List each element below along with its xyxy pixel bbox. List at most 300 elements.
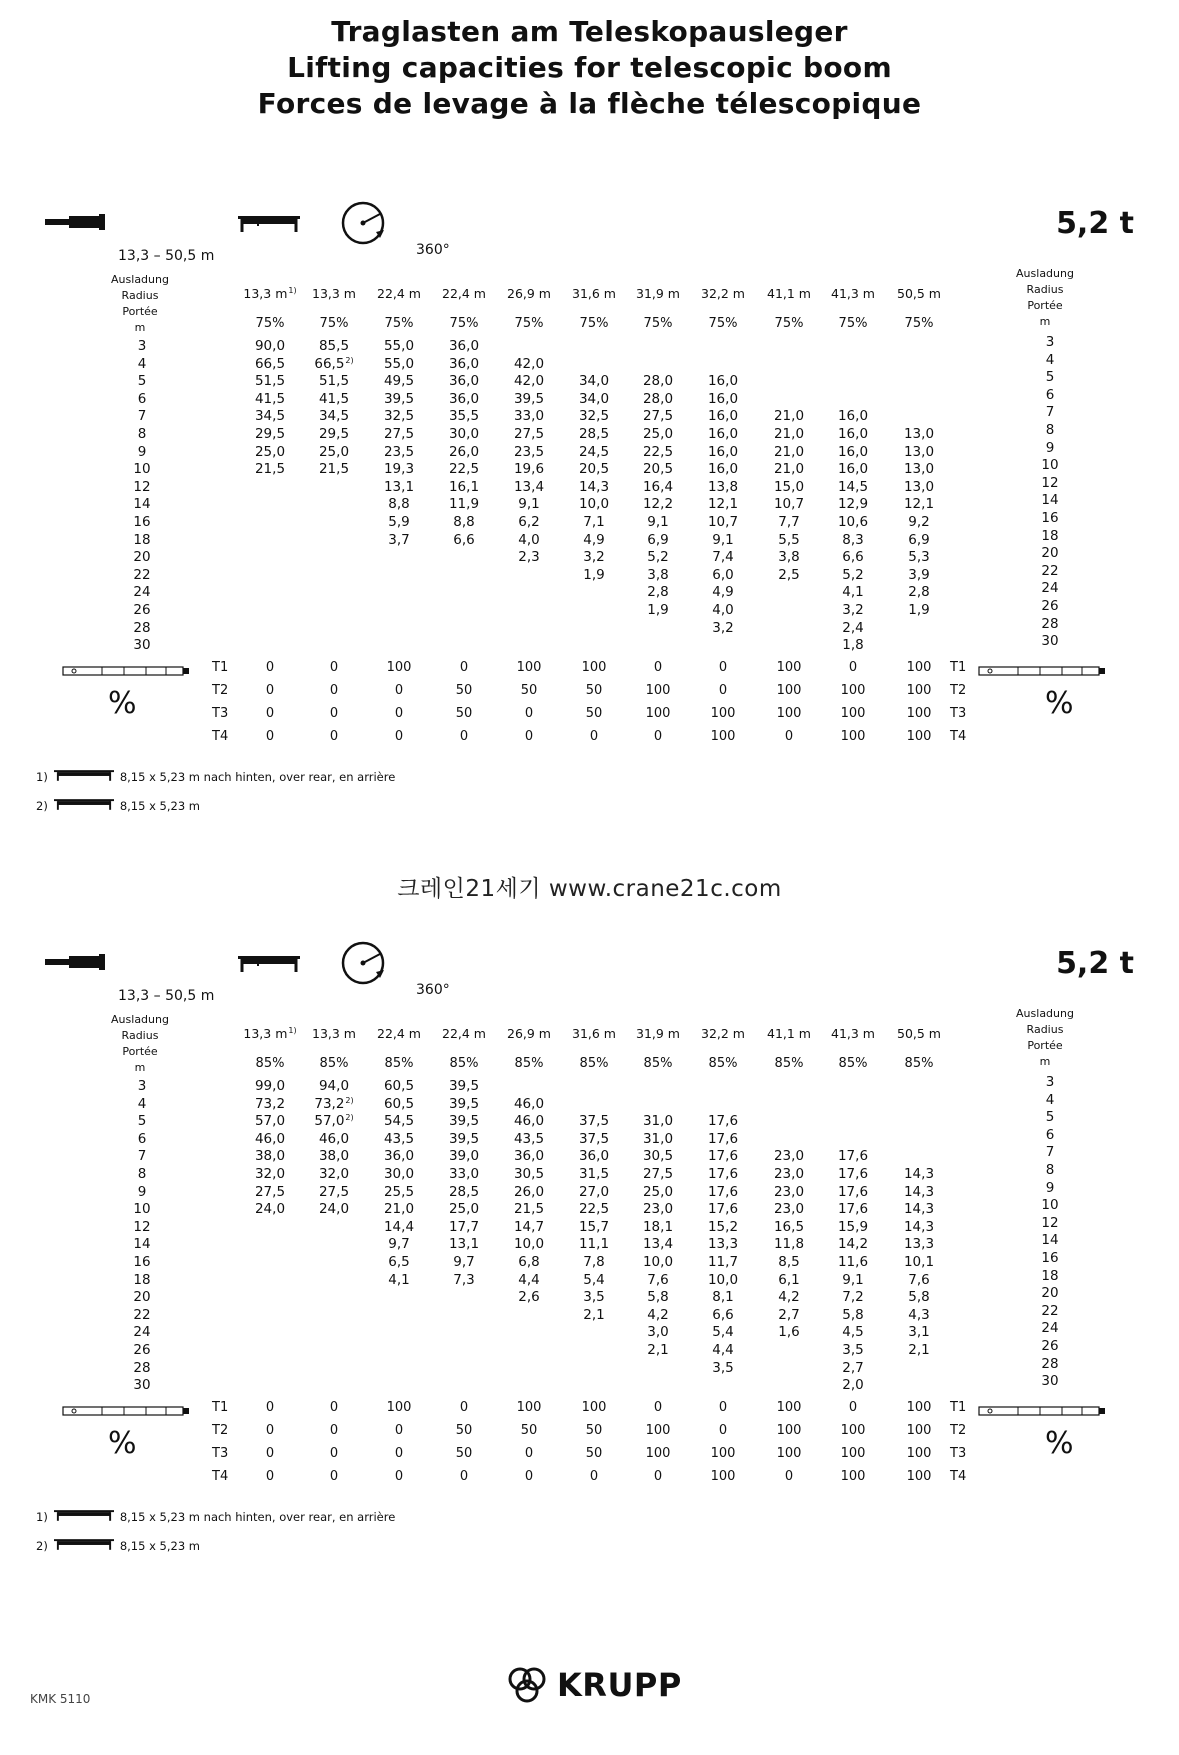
- capacity-cell: [562, 1166, 626, 1182]
- capacity-cell: [367, 338, 431, 354]
- telescope-value: 100: [645, 1446, 671, 1461]
- capacity-value: 3,9: [908, 566, 930, 583]
- telescope-value: 50: [520, 1423, 538, 1438]
- capacity-cell: [238, 338, 302, 354]
- capacity-cell: [887, 549, 951, 565]
- stability-percent: 75%: [838, 316, 868, 331]
- capacity-cell: [691, 496, 755, 512]
- capacity-value: 29,5: [254, 426, 286, 442]
- capacity-cell: [432, 461, 496, 477]
- radius-value-right: 7: [1045, 1144, 1055, 1161]
- capacity-cell: [691, 426, 755, 442]
- capacity-value: 16,0: [837, 408, 869, 425]
- footnote-text: 8,15 x 5,23 m: [119, 1538, 200, 1553]
- capacity-cell: [821, 1307, 885, 1323]
- capacity-value: 34,0: [578, 373, 610, 390]
- boom-length-header: [302, 1026, 366, 1041]
- capacity-value: 2,1: [647, 1342, 669, 1358]
- telescope-value: 50: [455, 1423, 473, 1438]
- capacity-cell: [562, 461, 626, 477]
- capacity-cell: [626, 373, 690, 389]
- telescope-label-left: T1: [212, 660, 229, 675]
- boom-length-text: 13,3 m: [243, 1026, 288, 1041]
- capacity-value: 4,2: [778, 1289, 800, 1306]
- radius-value-right: 18: [1041, 527, 1059, 544]
- telescope-value: 0: [329, 660, 339, 675]
- capacity-value: 2,8: [647, 584, 669, 601]
- capacity-cell: [887, 532, 951, 548]
- capacity-cell: [367, 1219, 431, 1235]
- capacity-cell: [367, 514, 431, 530]
- telescope-value: 100: [906, 1400, 932, 1415]
- capacity-cell: [821, 532, 885, 548]
- boom-length-text: 50,5 m: [897, 1026, 941, 1041]
- capacity-value: 10,0: [642, 1254, 674, 1270]
- boom-length-header: [691, 1026, 755, 1041]
- capacity-value: 36,0: [383, 1148, 415, 1165]
- capacity-cell: [626, 1219, 690, 1235]
- telescope-value: 0: [329, 1469, 339, 1484]
- capacity-value: 43,5: [383, 1130, 415, 1147]
- stability-percent: 85%: [579, 1056, 609, 1071]
- capacity-cell: [367, 1272, 431, 1288]
- capacity-cell: [432, 496, 496, 512]
- telescope-value: 0: [784, 729, 794, 744]
- capacity-cell: [887, 1201, 951, 1217]
- capacity-value: 4,1: [842, 584, 864, 601]
- stability-percent: 85%: [904, 1056, 934, 1071]
- capacity-cell: [562, 1131, 626, 1147]
- capacity-value: 21,0: [773, 408, 805, 425]
- capacity-value: 13,4: [642, 1236, 674, 1253]
- percent-symbol-right: %: [1045, 1426, 1074, 1461]
- telescope-value: 0: [265, 660, 275, 675]
- capacity-cell: [691, 1148, 755, 1164]
- boom-length-header: [821, 1026, 885, 1041]
- boom-length-header: [626, 1026, 690, 1041]
- capacity-value: 8,1: [712, 1289, 734, 1306]
- capacity-cell: [497, 426, 561, 442]
- capacity-value: 14,5: [837, 478, 869, 495]
- capacity-cell: [562, 1113, 626, 1129]
- capacity-value: 36,0: [448, 338, 480, 354]
- capacity-cell: [821, 549, 885, 565]
- capacity-cell: [626, 1131, 690, 1147]
- radius-value-left: 16: [133, 1254, 151, 1270]
- radius-value-left: 5: [137, 373, 147, 390]
- capacity-value: 14,2: [837, 1236, 869, 1253]
- capacity-value: 12,1: [903, 496, 935, 513]
- radius-value-right: 10: [1041, 457, 1059, 474]
- capacity-cell: [432, 1131, 496, 1147]
- capacity-value: 11,6: [837, 1254, 869, 1270]
- boom-length-header: [757, 1026, 821, 1041]
- boom-length-footnote-ref: 1): [288, 1026, 297, 1035]
- capacity-cell: [367, 1148, 431, 1164]
- capacity-value: 6,2: [518, 514, 540, 530]
- capacity-value: 55,0: [383, 338, 415, 354]
- capacity-footnote-ref: 2): [345, 355, 354, 365]
- telescope-label-right: T1: [950, 660, 967, 675]
- capacity-value: 1,6: [778, 1324, 800, 1341]
- stability-percent: 75%: [904, 316, 934, 331]
- telescope-value: 100: [581, 1400, 607, 1415]
- telescope-value: 0: [394, 1423, 404, 1438]
- telescope-value: 100: [776, 1423, 802, 1438]
- capacity-cell: [238, 1096, 302, 1112]
- capacity-cell: [887, 461, 951, 477]
- radius-header-fr: Portée: [122, 305, 158, 318]
- telescope-value: 50: [455, 706, 473, 721]
- radius-value-right: 18: [1041, 1267, 1059, 1284]
- radius-value-right: 20: [1041, 1285, 1059, 1302]
- percent-symbol-left: %: [108, 1426, 137, 1461]
- capacity-value: 5,4: [712, 1324, 734, 1341]
- title-english: Lifting capacities for telescopic boom: [287, 51, 892, 84]
- capacity-cell: [497, 1272, 561, 1288]
- radius-value-left: 6: [137, 390, 147, 407]
- capacity-value: 28,0: [642, 373, 674, 390]
- telescope-value: 0: [265, 1446, 275, 1461]
- stability-percent: 85%: [384, 1056, 414, 1071]
- capacity-value: 6,8: [518, 1254, 540, 1270]
- capacity-cell: [367, 1166, 431, 1182]
- telescope-value: 50: [585, 1446, 603, 1461]
- capacity-value: 23,5: [383, 443, 415, 460]
- capacity-cell: [821, 1342, 885, 1358]
- krupp-logo: [505, 1665, 682, 1705]
- footnote-1: [36, 768, 395, 785]
- telescope-value: 0: [589, 729, 599, 744]
- radius-header-left: [95, 272, 185, 336]
- capacity-value: 5,8: [647, 1289, 669, 1306]
- capacity-cell: [367, 373, 431, 389]
- capacity-cell: [562, 567, 626, 583]
- telescopic-boom-icon: [45, 214, 107, 230]
- boom-length-text: 13,3 m: [312, 286, 356, 301]
- capacity-cell: [302, 391, 366, 407]
- capacity-value: 14,3: [903, 1183, 935, 1200]
- capacity-cell: [887, 426, 951, 442]
- capacity-value: 33,0: [448, 1166, 480, 1182]
- capacity-value: 10,0: [707, 1271, 739, 1288]
- capacity-cell: [757, 532, 821, 548]
- capacity-cell: [367, 532, 431, 548]
- boom-length-header: [887, 1026, 951, 1041]
- capacity-value: 17,6: [707, 1130, 739, 1147]
- telescope-value: 0: [265, 729, 275, 744]
- capacity-cell: [821, 479, 885, 495]
- capacity-cell: [626, 1324, 690, 1340]
- radius-header-en: Radius: [1026, 1023, 1064, 1036]
- radius-value-right: 26: [1041, 598, 1059, 614]
- capacity-value: 10,0: [578, 496, 610, 513]
- capacity-cell: [691, 461, 755, 477]
- capacity-value: 39,5: [448, 1078, 480, 1094]
- telescope-section-icon-left: [62, 662, 190, 674]
- capacity-cell: [821, 444, 885, 460]
- telescope-value: 100: [710, 1446, 736, 1461]
- capacity-cell: [497, 391, 561, 407]
- capacity-value: 5,9: [388, 514, 410, 530]
- capacity-cell: [821, 1272, 885, 1288]
- capacity-value: 27,5: [642, 1166, 674, 1182]
- capacity-value: 5,2: [647, 549, 669, 566]
- capacity-cell: [821, 1377, 885, 1393]
- capacity-cell: [432, 514, 496, 530]
- boom-length-text: 32,2 m: [701, 1026, 745, 1041]
- capacity-cell: [821, 426, 885, 442]
- radius-header-de: Ausladung: [1016, 267, 1074, 280]
- telescope-value: 0: [329, 1400, 339, 1415]
- capacity-cell: [238, 1201, 302, 1217]
- telescope-value: 100: [516, 660, 542, 675]
- capacity-value: 3,5: [712, 1359, 734, 1376]
- capacity-value: 3,5: [842, 1342, 864, 1358]
- capacity-value: 16,0: [707, 461, 739, 478]
- boom-length-header: [432, 1026, 496, 1041]
- capacity-cell: [238, 1113, 302, 1129]
- capacity-value: 28,5: [578, 426, 610, 442]
- capacity-value: 9,2: [908, 514, 930, 530]
- stability-percent: 85%: [514, 1056, 544, 1071]
- capacity-cell: [821, 514, 885, 530]
- radius-value-right: 3: [1045, 1074, 1055, 1090]
- capacity-cell: [626, 1166, 690, 1182]
- capacity-cell: [367, 1078, 431, 1094]
- telescope-value: 0: [394, 1469, 404, 1484]
- boom-length-text: 50,5 m: [897, 286, 941, 301]
- capacity-cell: [626, 1272, 690, 1288]
- capacity-cell: [887, 444, 951, 460]
- capacity-value: 6,1: [778, 1271, 800, 1288]
- telescope-value: 0: [265, 1423, 275, 1438]
- outrigger-small-icon: [54, 768, 114, 785]
- capacity-cell: [238, 1078, 302, 1094]
- boom-length-text: 41,3 m: [831, 286, 875, 301]
- capacity-value: 4,0: [518, 531, 540, 548]
- telescope-value: 0: [653, 1469, 663, 1484]
- capacity-value: 37,5: [578, 1113, 610, 1130]
- radius-header-unit: m: [134, 321, 146, 334]
- telescope-value: 0: [653, 660, 663, 675]
- capacity-value: 11,9: [448, 496, 480, 513]
- capacity-value: 25,0: [448, 1201, 480, 1218]
- capacity-value: 5,5: [778, 531, 800, 548]
- capacity-footnote-ref: 2): [345, 1113, 354, 1123]
- telescope-value: 0: [653, 729, 663, 744]
- capacity-value: 5,8: [842, 1306, 864, 1323]
- capacity-value: 19,3: [383, 461, 415, 478]
- boom-range: 13,3 – 50,5 m: [118, 988, 215, 1004]
- telescope-value: 100: [645, 683, 671, 698]
- telescope-value: 0: [653, 1400, 663, 1415]
- telescope-value: 100: [906, 1469, 932, 1484]
- capacity-cell: [691, 1236, 755, 1252]
- capacity-cell: [757, 514, 821, 530]
- telescope-label-right: T3: [950, 706, 967, 721]
- capacity-value: 21,5: [513, 1201, 545, 1218]
- capacity-value: 8,8: [388, 496, 410, 513]
- capacity-value: 51,5: [318, 373, 350, 390]
- capacity-cell: [691, 1272, 755, 1288]
- capacity-value: 4,4: [518, 1271, 540, 1288]
- boom-length-text: 31,9 m: [636, 286, 680, 301]
- capacity-value: 6,9: [908, 531, 930, 548]
- telescope-value: 100: [840, 1423, 866, 1438]
- capacity-value: 15,2: [707, 1218, 739, 1235]
- capacity-value: 7,6: [647, 1271, 669, 1288]
- boom-length-header: [432, 286, 496, 301]
- radius-value-left: 20: [133, 549, 151, 566]
- capacity-cell: [626, 461, 690, 477]
- radius-value-right: 4: [1045, 1091, 1055, 1108]
- telescope-label-left: T3: [212, 706, 229, 721]
- capacity-value: 7,3: [453, 1271, 475, 1288]
- capacity-value: 5,4: [583, 1271, 605, 1288]
- telescope-value: 50: [520, 683, 538, 698]
- radius-value-left: 12: [133, 1218, 151, 1235]
- capacity-value: 3,1: [908, 1324, 930, 1341]
- slewing-range-icon: [340, 940, 386, 986]
- capacity-value: 17,6: [837, 1148, 869, 1165]
- capacity-cell: [691, 549, 755, 565]
- telescope-value: 0: [329, 1423, 339, 1438]
- boom-length-header: [562, 1026, 626, 1041]
- capacity-cell: [626, 408, 690, 424]
- capacity-value: 39,5: [448, 1095, 480, 1112]
- capacity-value: 6,0: [712, 566, 734, 583]
- radius-value-right: 3: [1045, 334, 1055, 350]
- capacity-cell: [562, 1184, 626, 1200]
- capacity-cell: [626, 549, 690, 565]
- radius-value-right: 7: [1045, 404, 1055, 421]
- capacity-cell: [432, 1201, 496, 1217]
- capacity-value: 36,0: [513, 1148, 545, 1165]
- boom-length-header: [302, 286, 366, 301]
- capacity-cell: [821, 1148, 885, 1164]
- capacity-value: 10,0: [513, 1236, 545, 1253]
- stability-percent: 75%: [319, 316, 349, 331]
- capacity-value: 39,5: [383, 390, 415, 407]
- radius-value-left: 6: [137, 1130, 147, 1147]
- capacity-cell: [497, 461, 561, 477]
- capacity-cell: [757, 1166, 821, 1182]
- capacity-value: 46,0: [318, 1130, 350, 1147]
- capacity-value: 41,5: [318, 390, 350, 407]
- capacity-cell: [626, 1342, 690, 1358]
- capacity-cell: [497, 496, 561, 512]
- telescope-value: 0: [459, 660, 469, 675]
- telescope-value: 100: [581, 660, 607, 675]
- footnote-text: 8,15 x 5,23 m: [119, 798, 200, 813]
- telescope-value: 100: [906, 660, 932, 675]
- radius-header-right: [1000, 1006, 1090, 1070]
- capacity-cell: [562, 373, 626, 389]
- telescope-label-right: T4: [950, 729, 967, 744]
- telescope-value: 0: [718, 660, 728, 675]
- capacity-value: 26,0: [513, 1183, 545, 1200]
- capacity-value: 13,3: [903, 1236, 935, 1253]
- capacity-value: 20,5: [642, 461, 674, 478]
- capacity-cell: [367, 496, 431, 512]
- capacity-cell: [887, 496, 951, 512]
- telescope-label-left: T4: [212, 729, 229, 744]
- telescope-value: 0: [784, 1469, 794, 1484]
- capacity-cell: [757, 1219, 821, 1235]
- percent-symbol-right: %: [1045, 686, 1074, 721]
- telescope-value: 100: [776, 660, 802, 675]
- capacity-cell: [757, 1324, 821, 1340]
- capacity-value: 2,7: [842, 1359, 864, 1376]
- telescope-label-left: T3: [212, 1446, 229, 1461]
- capacity-value: 5,3: [908, 549, 930, 566]
- stability-percent: 75%: [384, 316, 414, 331]
- slewing-range-icon: [340, 200, 386, 246]
- telescope-value: 0: [848, 1400, 858, 1415]
- capacity-value: 17,6: [707, 1148, 739, 1165]
- capacity-cell: [691, 1201, 755, 1217]
- capacity-cell: [757, 479, 821, 495]
- capacity-value: 10,7: [707, 514, 739, 530]
- capacity-value: 90,0: [254, 338, 286, 354]
- capacity-cell: [821, 1166, 885, 1182]
- load-chart-75-percent: [0, 200, 1179, 820]
- capacity-cell: [302, 1201, 366, 1217]
- boom-length-header: [626, 286, 690, 301]
- capacity-cell: [432, 426, 496, 442]
- capacity-cell: [367, 1113, 431, 1129]
- capacity-cell: [626, 1201, 690, 1217]
- capacity-cell: [626, 444, 690, 460]
- capacity-cell: [497, 1148, 561, 1164]
- boom-length-text: 22,4 m: [377, 1026, 421, 1041]
- boom-length-header: [238, 286, 302, 301]
- stability-percent: 75%: [449, 316, 479, 331]
- radius-header-en: Radius: [121, 289, 159, 302]
- capacity-value: 2,1: [908, 1342, 930, 1358]
- capacity-cell: [432, 391, 496, 407]
- capacity-cell: [887, 1254, 951, 1270]
- capacity-value: 5,8: [908, 1289, 930, 1306]
- capacity-value: 25,5: [383, 1183, 415, 1200]
- capacity-value: 3,8: [778, 549, 800, 566]
- radius-value-left: 26: [133, 1342, 151, 1358]
- capacity-cell: [497, 1236, 561, 1252]
- boom-length-text: 13,3 m: [243, 286, 288, 301]
- capacity-value: 55,0: [383, 355, 415, 372]
- capacity-value: 57,0: [254, 1113, 286, 1130]
- capacity-value: 13,1: [383, 478, 415, 495]
- radius-header-en: Radius: [1026, 283, 1064, 296]
- capacity-value: 73,2: [254, 1095, 286, 1112]
- telescopic-boom-icon: [45, 954, 107, 970]
- capacity-value: 7,7: [778, 514, 800, 530]
- capacity-value: 60,5: [383, 1078, 415, 1094]
- radius-value-right: 24: [1041, 1320, 1059, 1337]
- boom-length-header: [887, 286, 951, 301]
- capacity-cell: [691, 1166, 755, 1182]
- telescope-value: 100: [776, 1400, 802, 1415]
- capacity-value: 3,7: [388, 531, 410, 548]
- capacity-value: 17,6: [837, 1201, 869, 1218]
- telescope-value: 0: [265, 1400, 275, 1415]
- capacity-value: 16,0: [837, 426, 869, 442]
- capacity-value: 9,1: [712, 531, 734, 548]
- capacity-value: 46,0: [254, 1130, 286, 1147]
- capacity-cell: [238, 426, 302, 442]
- telescope-value: 0: [265, 683, 275, 698]
